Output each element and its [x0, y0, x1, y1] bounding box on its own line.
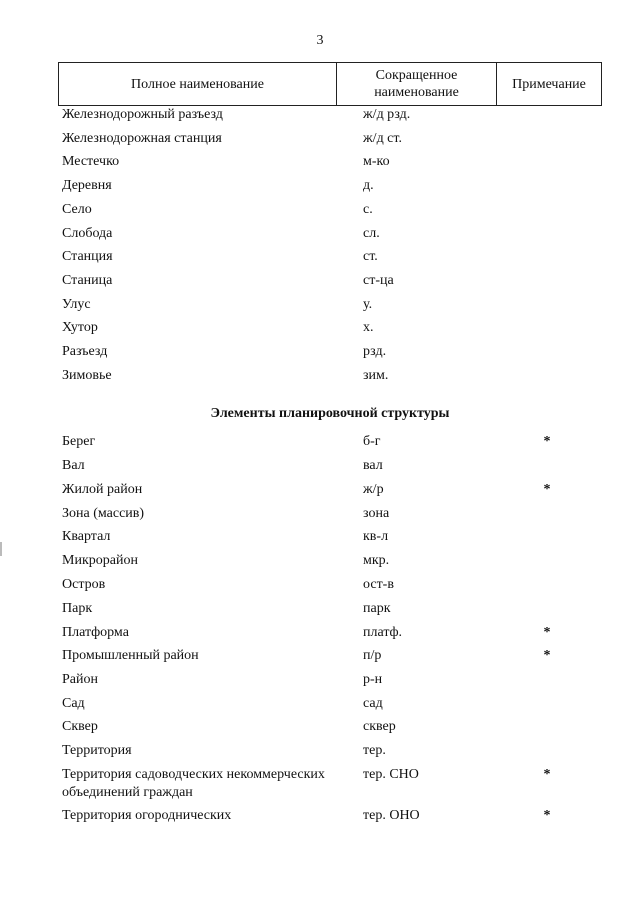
short-name: зона: [363, 506, 390, 521]
full-name: Район: [62, 672, 98, 687]
short-name: д.: [363, 178, 374, 193]
short-name: ж/р: [363, 482, 384, 497]
short-name: ж/д ст.: [363, 131, 402, 146]
note-asterisk: *: [543, 767, 551, 782]
full-name: Село: [62, 202, 92, 217]
table-header: [58, 62, 602, 106]
short-name: р-н: [363, 672, 383, 687]
full-name: Слобода: [62, 226, 113, 241]
full-name: Хутор: [62, 320, 98, 335]
full-name: Железнодорожная станция: [62, 131, 222, 146]
short-name: зим.: [363, 368, 389, 383]
full-name: Станица: [62, 273, 113, 288]
short-name: ст.: [363, 249, 378, 264]
short-name: у.: [363, 297, 373, 312]
header-short-name: [337, 63, 497, 105]
note-asterisk: *: [543, 625, 551, 640]
short-name: сл.: [363, 226, 380, 241]
short-name: ст-ца: [363, 273, 394, 288]
full-name: Квартал: [62, 529, 111, 544]
short-name: тер. СНО: [363, 767, 419, 782]
full-name: Вал: [62, 458, 85, 473]
full-name: Станция: [62, 249, 113, 264]
header-full-name: Полное наименование: [59, 63, 337, 105]
short-name: платф.: [363, 625, 403, 640]
full-name: Зона (массив): [62, 506, 145, 521]
note-asterisk: *: [543, 808, 551, 823]
full-name: Сад: [62, 696, 85, 711]
header-note: Примечание: [512, 76, 586, 92]
short-name: кв-л: [363, 529, 389, 544]
short-name: мкр.: [363, 553, 390, 568]
note-asterisk: *: [543, 434, 551, 449]
full-name: Промышленный район: [62, 648, 199, 663]
header-short-name-text: Сокращенное наименование: [374, 68, 459, 100]
short-name: с.: [363, 202, 373, 217]
full-name: Местечко: [62, 154, 120, 169]
short-name: тер.: [363, 743, 386, 758]
short-name: ост-в: [363, 577, 394, 592]
short-name: тер. ОНО: [363, 808, 420, 823]
full-name: Остров: [62, 577, 106, 592]
short-name: п/р: [363, 648, 382, 663]
short-name: вал: [363, 458, 383, 473]
note-asterisk: *: [543, 648, 551, 663]
full-name: Жилой район: [62, 482, 143, 497]
full-name: Зимовье: [62, 368, 112, 383]
short-name: б-г: [363, 434, 381, 449]
full-name: Парк: [62, 601, 93, 616]
short-name: сад: [363, 696, 383, 711]
note-asterisk: *: [543, 482, 551, 497]
scan-margin-mark: [0, 542, 2, 556]
short-name: м-ко: [363, 154, 390, 169]
full-name: Берег: [62, 434, 96, 449]
full-name: Территория садоводческих некоммерческих объединений граждан: [62, 767, 325, 800]
full-name: Деревня: [62, 178, 112, 193]
full-name: Улус: [62, 297, 91, 312]
section-heading: Элементы планировочной структуры: [210, 406, 450, 421]
short-name: ж/д рзд.: [363, 107, 411, 122]
full-name: Разъезд: [62, 344, 108, 359]
full-name: Сквер: [62, 719, 98, 734]
short-name: х.: [363, 320, 374, 335]
page-number: 3: [316, 33, 324, 48]
short-name: рзд.: [363, 344, 387, 359]
short-name: сквер: [363, 719, 396, 734]
full-name: Территория огороднических: [62, 808, 232, 823]
full-name: Платформа: [62, 625, 129, 640]
full-name: Территория: [62, 743, 132, 758]
full-name: Железнодорожный разъезд: [62, 107, 223, 122]
short-name: парк: [363, 601, 391, 616]
full-name: Микрорайон: [62, 553, 138, 568]
